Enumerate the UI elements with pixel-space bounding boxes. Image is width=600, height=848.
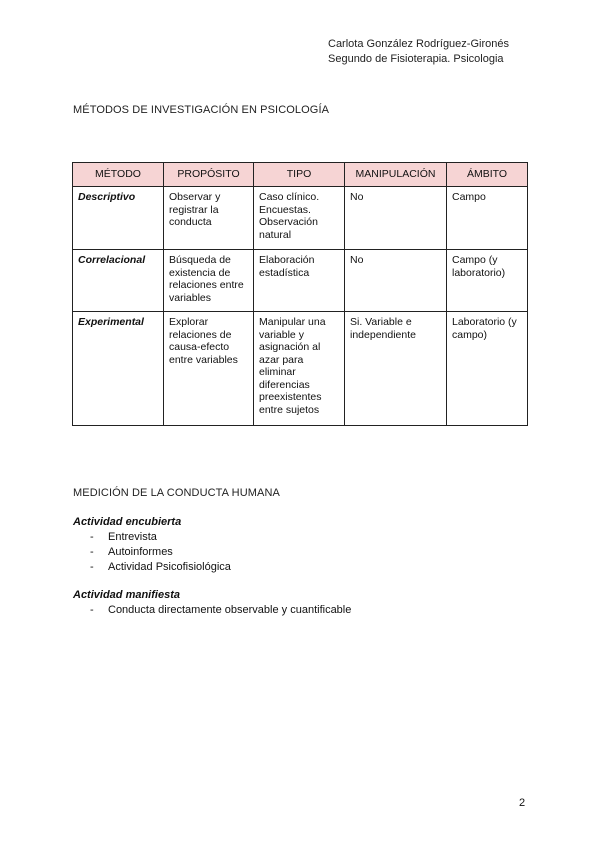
table-cell: Búsqueda de existencia de relaciones entre variables [164,250,254,312]
method-cell: Experimental [73,312,164,426]
bullet-dash: - [90,531,94,543]
table-header-row [73,163,528,187]
column-header: ÁMBITO [447,163,528,187]
table-cell: Si. Variable e independiente [345,312,447,426]
column-header: TIPO [254,163,345,187]
overt-activity-list [73,603,351,618]
list-item [73,545,231,560]
bullet-dash: - [90,561,94,573]
list-item-text: Autoinformes [108,546,173,558]
table-cell: Elaboración estadística [254,250,345,312]
table-cell: Campo [447,187,528,250]
column-header: MÉTODO [73,163,164,187]
author-name: Carlota González Rodríguez-Gironés [328,38,509,50]
course-name: Segundo de Fisioterapia. Psicologia [328,53,504,65]
table-cell: Explorar relaciones de causa-efecto entre variables [164,312,254,426]
covert-activity-list [73,530,231,575]
table-cell: No [345,187,447,250]
table-cell: Caso clínico. Encuestas. Observación natural [254,187,345,250]
list-item [73,530,231,545]
section-title-methods: MÉTODOS DE INVESTIGACIÓN EN PSICOLOGÍA [73,104,330,116]
covert-activity-title: Actividad encubierta [73,516,182,528]
method-cell: Correlacional [73,250,164,312]
table-cell: No [345,250,447,312]
list-item-text: Conducta directamente observable y cuantificable [108,604,352,616]
method-cell: Descriptivo [73,187,164,250]
methods-table [72,162,528,426]
table-cell: Manipular una variable y asignación al azar para eliminar diferencias preexistentes entre sujetos [254,312,345,426]
table-cell: Campo (y laboratorio) [447,250,528,312]
table-cell: Laboratorio (y campo) [447,312,528,426]
overt-activity-block [73,589,351,618]
table-row [73,312,528,426]
table-row [73,187,528,250]
list-item-text: Entrevista [108,531,157,543]
table-cell: Observar y registrar la conducta [164,187,254,250]
page-number: 2 [519,797,526,809]
section-title-measurement: MEDICIÓN DE LA CONDUCTA HUMANA [73,487,280,499]
bullet-dash: - [90,604,94,616]
list-item-text: Actividad Psicofisiológica [108,561,231,573]
list-item [73,603,351,618]
overt-activity-title: Actividad manifiesta [73,589,180,601]
page-header [328,37,509,67]
column-header: PROPÓSITO [164,163,254,187]
column-header: MANIPULACIÓN [345,163,447,187]
bullet-dash: - [90,546,94,558]
list-item [73,560,231,575]
covert-activity-block [73,516,231,575]
table-row [73,250,528,312]
